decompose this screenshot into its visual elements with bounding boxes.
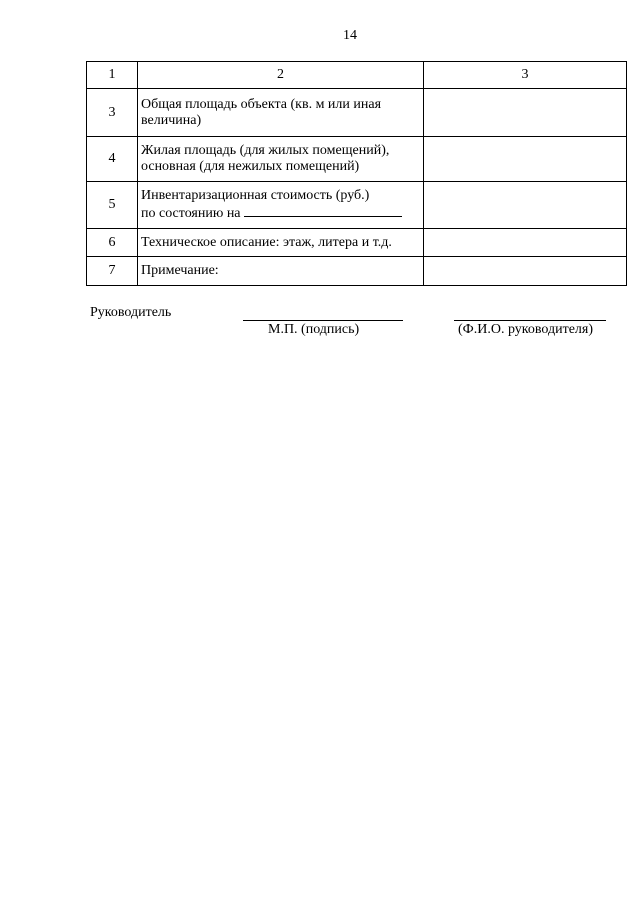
row-number: 4 — [87, 137, 138, 182]
signature-line[interactable] — [243, 320, 403, 321]
table-row — [87, 229, 627, 257]
table-header-row — [87, 62, 627, 89]
table-row — [87, 89, 627, 137]
row-description-line: величина) — [141, 112, 202, 128]
header-cell-3: 3 — [424, 62, 627, 89]
name-line[interactable] — [454, 320, 606, 321]
row-description-line: основная (для нежилых помещений) — [141, 159, 360, 174]
row-description — [138, 229, 424, 257]
row-number: 7 — [87, 257, 138, 286]
row-number: 6 — [87, 229, 138, 257]
table-row — [87, 137, 627, 182]
row-value-cell[interactable] — [424, 257, 627, 286]
property-info-table — [86, 61, 627, 286]
row-value-cell[interactable] — [424, 229, 627, 257]
date-blank-line[interactable] — [244, 204, 402, 217]
row-description-line: Примечание: — [141, 263, 219, 278]
row-description-line: по состоянию на — [141, 206, 241, 221]
name-caption: (Ф.И.О. руководителя) — [458, 322, 593, 337]
row-value-cell[interactable] — [424, 137, 627, 182]
row-description — [138, 137, 424, 182]
row-description — [138, 89, 424, 137]
row-number: 5 — [87, 182, 138, 229]
row-number: 3 — [87, 89, 138, 137]
director-label: Руководитель — [90, 305, 172, 320]
row-description-line: Техническое описание: этаж, литера и т.д. — [141, 234, 392, 250]
row-description — [138, 257, 424, 286]
header-cell-1: 1 — [87, 62, 138, 89]
row-description-line: Жилая площадь (для жилых помещений), — [141, 143, 390, 158]
row-value-cell[interactable] — [424, 89, 627, 137]
row-value-cell[interactable] — [424, 182, 627, 229]
header-cell-2: 2 — [138, 62, 424, 89]
row-description-line: Общая площадь объекта (кв. м или иная — [141, 96, 382, 112]
page-number: 14 — [343, 28, 357, 43]
row-description-line: Инвентаризационная стоимость (руб.) — [141, 188, 370, 203]
table-row — [87, 182, 627, 229]
stamp-signature-caption: М.П. (подпись) — [268, 322, 360, 337]
table-row — [87, 257, 627, 286]
row-description — [138, 182, 424, 229]
